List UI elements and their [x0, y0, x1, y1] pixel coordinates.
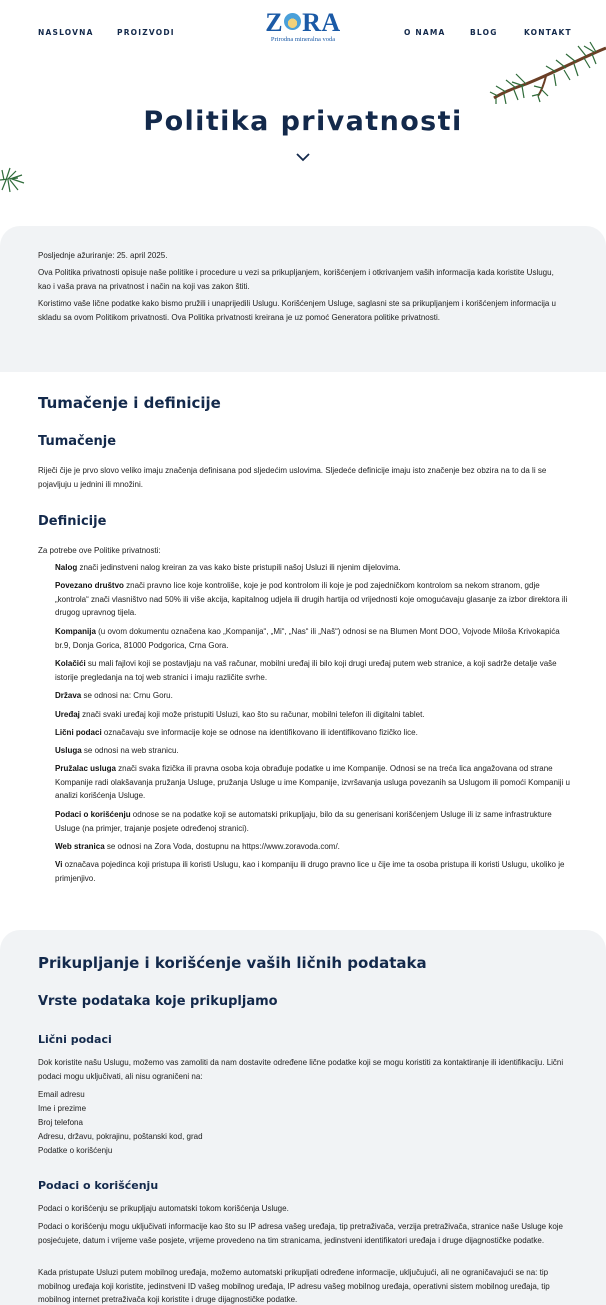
definition-item: Povezano društvo znači pravno lice koje kontroliše, koje je pod kontrolom ili koje je pod zajedničkom kontrolom sa nekom stranom, gdje „kontrola“ znači vlasništvo nad 50% ili više akcija, kapitalnog udjela ili drugih hartija od vrijednosti koje omogućavaju glasanje za izbor direktora ili drugog upravnog tijela.	[55, 581, 568, 618]
pine-sprig-icon	[0, 162, 26, 196]
list-item: Adresu, državu, pokrajinu, poštanski kod, grad	[38, 1132, 203, 1141]
definition-item: Pružalac usluga znači svaka fizička ili pravna osoba koja obrađuje podatke u ime Kompanije. Odnosi se na treća lica angažovana od strane Kompanije radi olakšavanja pružanja Usluge, pružanja Usluge u ime Kompanije, izvršavanja usluga povezanih sa Uslugom ili pomoći Kompaniji u analizi korišćenja Usluge.	[55, 764, 570, 801]
intro-paragraph-1: Ova Politika privatnosti opisuje naše politike i procedure u vezi sa prikupljanjem, korišćenjem i otkrivanjem vaših informacija kada koristite Uslugu, kao i vaša prava na privatnost i način na koji vas zakon štiti.	[38, 268, 554, 291]
definition-item: Uređaj znači svaki uređaj koji može pristupiti Usluzi, kao što su računar, mobilni telefon ili digitalni tablet.	[55, 710, 425, 719]
nav-kontakt[interactable]: KONTAKT	[524, 28, 572, 37]
definition-item: Web stranica se odnosi na Zora Voda, dostupnu na https://www.zoravoda.com/.	[55, 842, 340, 851]
nav-naslovna[interactable]: NASLOVNA	[38, 28, 94, 37]
logo[interactable]	[262, 10, 344, 46]
personal-data-paragraph: Dok koristite našu Uslugu, možemo vas zamoliti da nam dostavite određene lične podatke koji se mogu koristiti za kontaktiranje ili identifikaciju. Lični podaci mogu uključivati, ali nisu ograničeni na:	[38, 1058, 564, 1081]
collection-section	[0, 930, 606, 1305]
subheading-data-types: Vrste podataka koje prikupljamo	[38, 994, 278, 1009]
subheading-usage-data: Podaci o korišćenju	[38, 1179, 159, 1192]
logo-wordmark: Z RA	[265, 8, 341, 37]
definition-item: Kompanija (u ovom dokumentu označena kao „Kompanija“, „Mi“, „Nas“ ili „Naš“) odnosi se na Blumen Mont DOO, Vojvode Miloša Krivokapića br.9, Donja Gorica, 81000 Podgorica, Crna Gora.	[55, 627, 560, 650]
definition-item: Lični podaci označavaju sve informacije koje se odnose na identifikovano ili identifikovano fizičko lice.	[55, 728, 418, 737]
subheading-tumacenje: Tumačenje	[38, 434, 117, 449]
definition-item: Kolačići su mali fajlovi koji se postavljaju na vaš računar, mobilni uređaj ili bilo koji drugi uređaj putem web stranice, a koji sadrže detalje vaše istorije pregledanja na toj web stranici i imaju različite svrhe.	[55, 659, 557, 682]
list-item: Ime i prezime	[38, 1104, 87, 1113]
subheading-definicije: Definicije	[38, 514, 107, 529]
definition-item: Država se odnosi na: Crnu Goru.	[55, 691, 173, 700]
nav-blog[interactable]: BLOG	[470, 28, 498, 37]
list-item: Podatke o korišćenju	[38, 1146, 113, 1155]
section-heading-collection: Prikupljanje i korišćenje vaših ličnih podataka	[38, 954, 427, 972]
definition-item: Nalog znači jedinstveni nalog kreiran za vas kako biste pristupili našoj Usluzi ili njenim dijelovima.	[55, 563, 401, 572]
usage-data-paragraph-1: Podaci o korišćenju se prikupljaju automatski tokom korišćenja Usluge.	[38, 1204, 289, 1213]
chevron-down-icon[interactable]	[296, 152, 310, 162]
section-heading-interpretation: Tumačenje i definicije	[38, 394, 221, 412]
definition-item: Podaci o korišćenju odnose se na podatke koji se automatski prikupljaju, bilo da su generisani korišćenjem Usluge ili iz same infrastrukture Usluge (na primjer, trajanje posjete određenoj stranici).	[55, 810, 552, 833]
intro-paragraph-2: Koristimo vaše lične podatke kako bismo pružili i unaprijedili Uslugu. Korišćenjem Usluge, saglasni ste sa prikupljanjem i korišćenjem informacija u skladu sa ovom Politikom privatnosti. Ova Politika privatnosti kreirana je uz pomoć Generatora politike privatnosti.	[38, 299, 557, 322]
nav-proizvodi[interactable]: PROIZVODI	[117, 28, 175, 37]
nav-o-nama[interactable]: O NAMA	[404, 28, 446, 37]
subheading-personal-data: Lični podaci	[38, 1033, 112, 1046]
definitions-lead: Za potrebe ove Politike privatnosti:	[38, 546, 161, 555]
list-item: Broj telefona	[38, 1118, 83, 1127]
usage-data-paragraph-2: Podaci o korišćenju mogu uključivati informacije kao što su IP adresa vašeg uređaja, tip pretraživača, verzija pretraživača, stranice naše Usluge koje posjećujete, datum i vrijeme vaše posjete, vrijeme provedeno na tim stranicama, jedinstveni identifikatori uređaja i druge dijagnostičke podatke.	[38, 1222, 563, 1245]
usage-data-paragraph-3: Kada pristupate Usluzi putem mobilnog uređaja, možemo automatski prikupljati određene informacije, uključujući, ali ne ograničavajući se na: tip mobilnog uređaja koji koristite, jedinstveni ID vašeg mobilnog uređaja, IP adresu vašeg mobilnog uređaja, operativni sistem mobilnog uređaja, tip mobilnog internet pretraživača koji koristite i druge dijagnostičke podatke.	[38, 1268, 550, 1305]
definition-item: Usluga se odnosi na web stranicu.	[55, 746, 179, 755]
page-title: Politika privatnosti	[143, 106, 463, 137]
last-updated: Posljednje ažuriranje: 25. april 2025.	[38, 251, 168, 260]
pine-branch-icon	[486, 40, 606, 104]
definition-item: Vi označava pojedinca koji pristupa ili koristi Uslugu, kao i kompaniju ili drugo pravno lice u čije ime ta osoba pristupa ili koristi Uslugu, ukoliko je primjenjivo.	[55, 860, 565, 883]
list-item: Email adresu	[38, 1090, 85, 1099]
logo-tagline: Prirodna mineralna voda	[270, 36, 336, 43]
interpretation-paragraph: Riječi čije je prvo slovo veliko imaju značenja definisana pod sljedećim uslovima. Sljedeće definicije imaju isto značenje bez obzira na to da li se pojavljuju u jednini ili množini.	[38, 466, 547, 489]
logo-sun-icon	[284, 13, 301, 30]
